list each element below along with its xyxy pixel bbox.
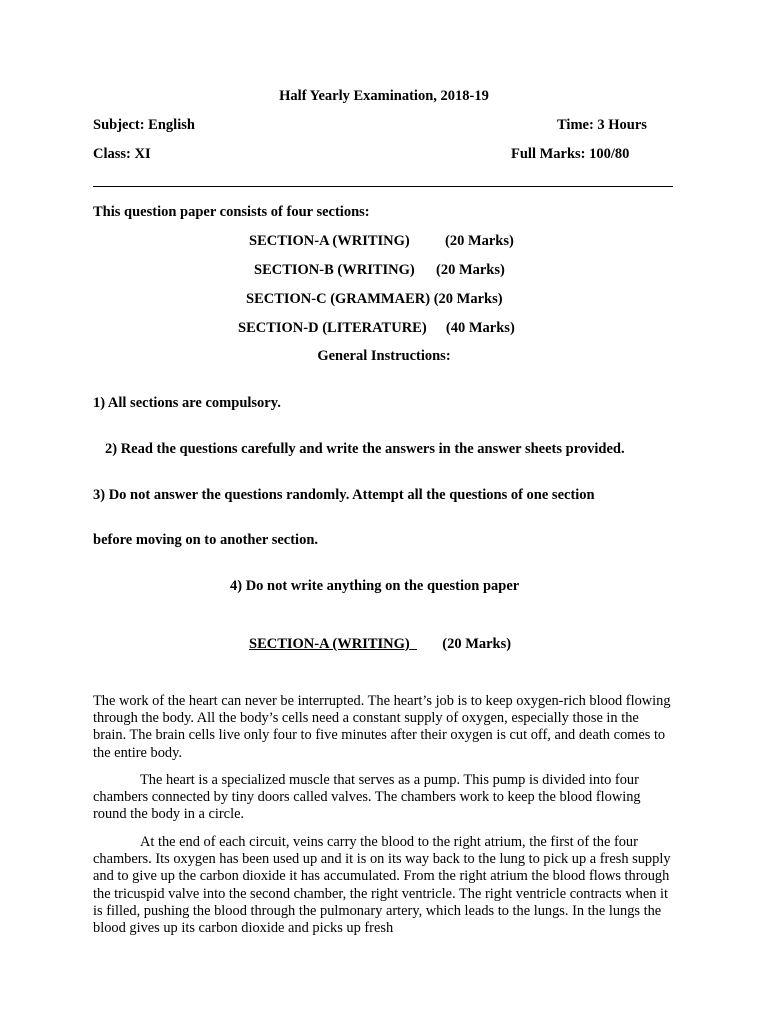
- section-a-heading: [249, 636, 511, 653]
- section-list-c: [246, 291, 503, 308]
- section-marks: (40 Marks): [445, 320, 515, 336]
- section-name: SECTION-B (WRITING): [254, 262, 415, 278]
- section-a-marks: (20 Marks): [442, 636, 512, 652]
- subject-label: Subject: English: [93, 117, 195, 133]
- section-a-title: SECTION-A (WRITING): [249, 636, 410, 652]
- exam-title: Half Yearly Examination, 2018-19: [279, 88, 489, 104]
- instruction-2: 2) Read the questions carefully and write the answers in the answer sheets provided.: [105, 441, 625, 457]
- class-label: Class: XI: [93, 146, 151, 162]
- instruction-1: 1) All sections are compulsory.: [93, 395, 281, 411]
- section-list-d: [238, 320, 515, 337]
- full-marks-label: Full Marks: 100/80: [511, 146, 630, 162]
- instruction-3-continued: before moving on to another section.: [93, 532, 319, 548]
- intro-text: This question paper consists of four sections:: [93, 204, 370, 220]
- passage-paragraph-2: The heart is a specialized muscle that serves as a pump. This pump is divided into four chambers connected by tiny doors called valves. The chambers work to keep the blood flowing round the body in a circle.: [93, 772, 641, 823]
- section-marks: (20 Marks): [433, 291, 503, 307]
- passage-paragraph-1: The work of the heart can never be interrupted. The heart’s job is to keep oxygen-rich blood flowing through the body. All the body’s cells need a constant supply of oxygen, especially those in the brain. The brain cells live only four to five minutes after their oxygen is cut off, and death comes to the entire body.: [93, 693, 671, 761]
- general-instructions-title: General Instructions:: [317, 348, 451, 364]
- section-marks: (20 Marks): [435, 262, 505, 278]
- instruction-3: 3) Do not answer the questions randomly. Attempt all the questions of one section: [93, 487, 595, 503]
- section-name: SECTION-A (WRITING): [249, 233, 410, 249]
- passage-paragraph-3: At the end of each circuit, veins carry the blood to the right atrium, the first of the four chambers. Its oxygen has been used up and it is on its way back to the lung to pick up a fresh supply and to give up the carbon dioxide it has accumulated. From the right atrium the blood flows through the tricuspid valve into the second chamber, the right ventricle. The right ventricle contracts when it is filled, pushing the blood through the pulmonary artery, which leads to the lungs. In the lungs the blood gives up its carbon dioxide and picks up fresh: [93, 834, 671, 937]
- section-list-a: [249, 233, 514, 250]
- time-label: Time: 3 Hours: [557, 117, 647, 133]
- section-marks: (20 Marks): [444, 233, 514, 249]
- header-divider: [93, 186, 673, 187]
- section-name: SECTION-C (GRAMMAER): [246, 291, 431, 307]
- instruction-4: 4) Do not write anything on the question paper: [230, 578, 520, 594]
- section-list-b: [254, 262, 505, 279]
- section-name: SECTION-D (LITERATURE): [238, 320, 427, 336]
